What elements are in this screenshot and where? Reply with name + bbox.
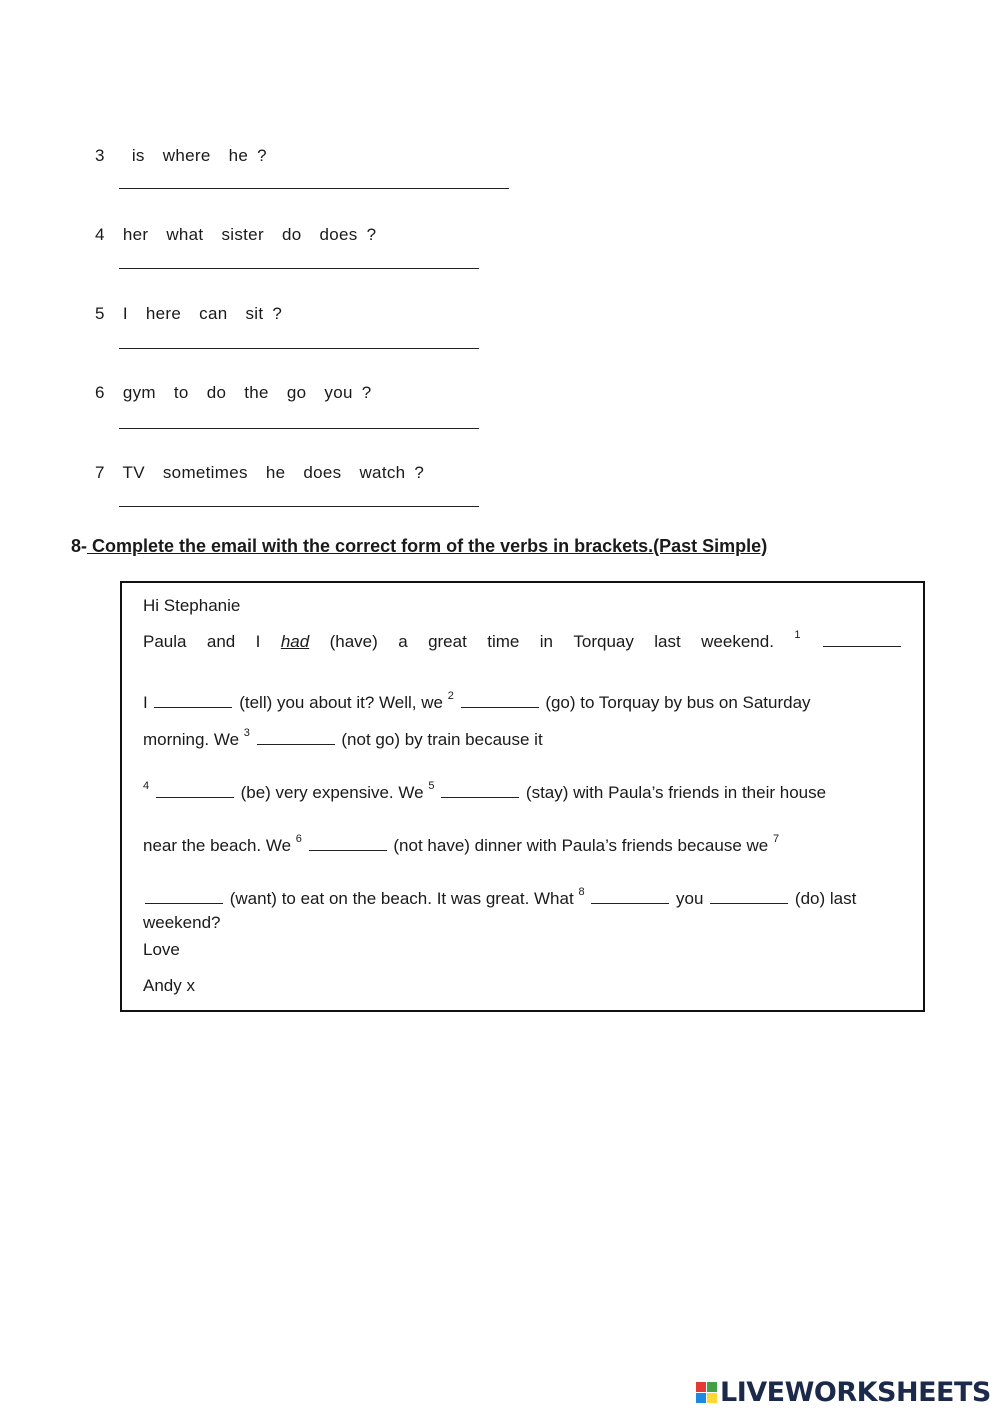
blank-5[interactable] [441,783,519,798]
blank-2[interactable] [461,693,539,708]
example-answer: had [280,632,310,651]
email-line-1: Paula and I had (have) a great time in Torquay last weekend. $^1$ [143,632,903,652]
liveworksheets-logo: LIVEWORKSHEETS [696,1377,991,1408]
blank-8a[interactable] [591,889,669,904]
question-6: 6 gym to do the go you ? [95,383,372,402]
email-line-5: near the beach. We $^6$ (not have) dinner with Paula’s friends because we $^7$ [143,833,780,855]
blank-6[interactable] [309,836,387,851]
email-line-4: $^4$ (be) very expensive. We $^5$ (stay) with Paula’s friends in their house [143,780,827,802]
email-line-3: morning. We $^3$ (not go) by train because it [143,727,543,749]
brand-mark-icon [696,1382,717,1403]
question-4: 4 her what sister do does ? [95,225,377,244]
email-signature: Andy x [143,976,195,995]
blank-1-cont[interactable] [154,693,232,708]
question-3: 3 is where he ? [95,146,267,165]
email-closing: Love [143,940,180,959]
email-greeting: Hi Stephanie [143,596,241,615]
blank-1[interactable] [823,632,901,647]
question-7: 7 TV sometimes he does watch ? [95,463,425,482]
answer-line-5[interactable] [119,348,479,349]
answer-line-4[interactable] [119,268,479,269]
email-line-7: weekend? [143,913,221,932]
email-line-6: (want) to eat on the beach. It was great. What $^8$ you (do) last [143,889,856,909]
email-line-2: I (tell) you about it? Well, we $^2$ (go) to Torquay by bus on Saturday [143,690,811,712]
blank-4[interactable] [156,783,234,798]
blank-7[interactable] [145,889,223,904]
blank-3[interactable] [257,730,335,745]
blank-8b[interactable] [710,889,788,904]
question-5: 5 I here can sit ? [95,304,283,323]
answer-line-3[interactable] [119,188,509,189]
exercise-8-heading: 8- Complete the email with the correct form of the verbs in brackets.(Past Simple) [71,536,768,556]
answer-line-7[interactable] [119,506,479,507]
answer-line-6[interactable] [119,428,479,429]
